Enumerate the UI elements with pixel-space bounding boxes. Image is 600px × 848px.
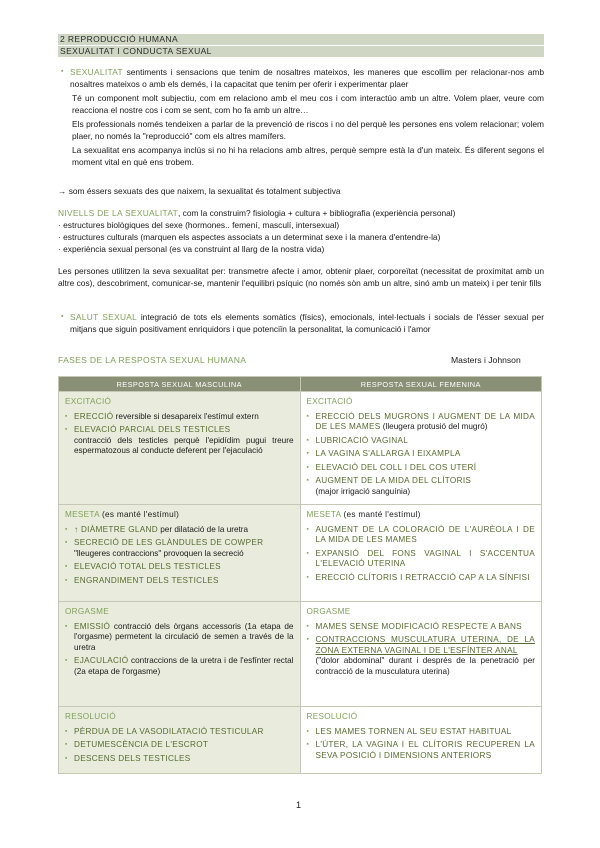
item-text: reversible si desapareix l'estímul extern	[113, 411, 259, 421]
item-text: contracció dels òrgans accessoris (1a etapa de l'orgasme) permetent la circulació de semen a través de la uretra	[74, 621, 294, 652]
sexualitat-paragraph: Els professionals només tendeixen a parlar de la prevenció de riscos i no del perquè les persones ens volem relacionar; volem plaer, no només la "reproducció" com els altres mamífers.	[72, 119, 544, 141]
section-header: SEXUALITAT I CONDUCTA SEXUAL	[58, 46, 544, 57]
phase-title	[307, 510, 536, 521]
phase-item: ▪ ELEVACIÓ TOTAL DELS TESTICLES	[65, 562, 294, 573]
page-number: 1	[296, 800, 302, 810]
nivells-item: · experiència sexual personal (es va construint al llarg de la nostra vida)	[58, 244, 325, 254]
nivells-block	[58, 207, 544, 255]
sexualitat-paragraph: Té un component molt subjectiu, com em relaciono amb el meu cos i com interactúo amb un altre. Volem plaer, veure com reacciona el nostre cos i com se sent, com ho fa amb un altre…	[72, 93, 544, 115]
phase-item: ▪ LUBRICACIÓ VAGINAL	[307, 436, 536, 447]
phase-item: ▪ DESCENS DELS TESTICLES	[65, 754, 294, 765]
phase-item	[65, 412, 294, 423]
phase-item: ▪ PÈRDUA DE LA VASODILATACIÓ TESTICULAR	[65, 727, 294, 738]
phase-title: RESOLUCIÓ	[306, 712, 358, 721]
chapter-header: 2 REPRODUCCIÓ HUMANA	[58, 34, 544, 45]
item-term: EJACULACIÓ	[74, 656, 129, 665]
phase-title: RESOLUCIÓ	[65, 712, 116, 721]
phase-item	[65, 656, 294, 677]
nivells-title-rest: , com la construim? fisiologia + cultura + bibliografia (experiència personal)	[178, 208, 456, 218]
sexualitat-term: SEXUALITAT	[70, 67, 123, 77]
phase-item: ▪ L'ÚTER, LA VAGINA I EL CLÍTORIS RECUPEREN LA SEVA POSICIÓ I DIMENSIONS ANTERIORS	[307, 740, 536, 761]
nivells-title: NIVELLS DE LA SEXUALITAT	[58, 208, 178, 218]
item-term: ERECCIÓ DELS MUGRONS I AUGMENT DE LA MIDA DE LES MAMES	[315, 411, 535, 431]
phase-item: ▪ LES MAMES TORNEN AL SEU ESTAT HABITUAL	[307, 727, 536, 738]
phase-title-note: (es manté l'estímul)	[99, 510, 180, 519]
phase-cell-female	[300, 392, 542, 505]
sexualitat-text: sentiments i sensacions que tenim de nosaltres mateixos, les maneres que escollim per relacionar-nos amb nosaltres mateixos o amb els demés, i la capacitat que tenim per oferir i experimentar plaer	[70, 67, 545, 89]
phase-item	[65, 622, 294, 654]
phases-table	[58, 376, 542, 774]
phase-title	[65, 510, 294, 521]
phase-title: EXCITACIÓ	[306, 397, 353, 406]
phase-item: ▪ ENGRANDIMENT DELS TESTICLES	[65, 576, 294, 587]
item-term: ▪ SECRECIÓ DE LES GLÀNDULES DE COWPER	[74, 538, 264, 547]
phase-item: ▪ DETUMESCÈNCIA DE L'ESCROT	[65, 740, 294, 751]
phase-item: ▪ ELEVACIÓ DEL COLL I DEL COS UTERÍ	[307, 463, 536, 474]
phase-cell-male	[59, 707, 301, 774]
fases-author: Masters i Johnson	[451, 355, 521, 365]
item-term: EMISSIÓ	[74, 621, 111, 631]
phase-title: ORGASME	[306, 607, 351, 616]
phase-cell-female	[300, 505, 542, 602]
phase-item	[307, 476, 536, 497]
column-header-female: RESPOSTA SEXUAL FEMENINA	[300, 377, 542, 392]
item-text: ("dolor abdominal" durant i després de la penetració per contracció de la musculatura uterina)	[315, 656, 535, 676]
salut-definition	[58, 311, 544, 335]
phase-item: ▪ AUGMENT DE LA COLORACIÓ DE L'AURÈOLA I DE LA MIDA DE LES MAMES	[307, 525, 536, 546]
phase-row-excitacio	[59, 392, 542, 505]
phase-item	[307, 412, 536, 433]
item-term: ▪ CONTRACCIONS MUSCULATURA UTERINA, DE LA ZONA EXTERNA VAGINAL I DE L'ESFÍNTER ANAL	[315, 635, 535, 655]
phase-row-resolucio	[59, 707, 542, 774]
item-term: ERECCIÓ	[74, 411, 114, 421]
phase-item	[307, 635, 536, 677]
column-header-male: RESPOSTA SEXUAL MASCULINA	[59, 377, 301, 392]
salut-block	[58, 311, 544, 335]
sexualitat-definition	[58, 66, 544, 90]
phase-item	[65, 525, 294, 536]
item-text: per dilatació de la uretra	[157, 524, 249, 534]
phase-item: ▪ EXPANSIÓ DEL FONS VAGINAL I S'ACCENTUA L'ELEVACIÓ UTERINA	[307, 549, 536, 570]
phase-cell-male	[59, 392, 301, 505]
phase-cell-female	[300, 707, 542, 774]
phase-title: EXCITACIÓ	[65, 397, 112, 406]
sexualitat-paragraph: La sexualitat ens acompanya inclús si no hi ha relacions amb altres, perquè sempre està la d'un mateix. És diferent segons el moment vital en què ens trobem.	[72, 145, 544, 167]
phase-row-meseta	[59, 505, 542, 602]
item-term: ▪ ELEVACIÓ PARCIAL DELS TESTICLES	[74, 425, 231, 434]
phase-item: ▪ ERECCIÓ CLÍTORIS I RETRACCIÓ CAP A LA SÍNFISI	[307, 573, 536, 584]
phase-title-term: MESETA	[65, 510, 100, 519]
item-term: ↑ DIÀMETRE GLAND	[74, 524, 158, 534]
phase-title: ORGASME	[65, 607, 109, 616]
phase-cell-male	[59, 505, 301, 602]
item-text: contraccions de la uretra i de l'esfínter rectal (2a etapa de l'orgasme)	[74, 656, 294, 676]
item-text: contracció dels testicles perquè l'epidídim pugui treure espermatozous al conducte deferent per l'ejaculació	[74, 435, 294, 455]
phase-item	[65, 425, 294, 457]
item-text: (major irrigació sanguínia)	[315, 486, 411, 496]
nivells-item: · estructures biològiques del sexe (hormones.. femení, masculí, intersexual)	[58, 220, 340, 230]
arrow-line: → som éssers sexuats des que naixem, la sexualitat és totalment subjectiva	[58, 186, 341, 196]
persones-paragraph: Les persones utilitzen la seva sexualitat per: transmetre afecte i amor, obtenir plaer, corporeïtat (necessitat de proximitat amb un altre cos), descobriment, comunicar-se, mantenir l'equilibri psíquic (no només sòn amb un altre, sinó amb un mateix) i per tenir fills	[58, 266, 544, 288]
sexualitat-block	[58, 66, 544, 168]
salut-term: SALUT SEXUAL	[70, 312, 138, 322]
phase-item: ▪ LA VAGINA S'ALLARGA I EIXAMPLA	[307, 449, 536, 460]
phase-row-orgasme	[59, 602, 542, 707]
phase-item	[65, 538, 294, 559]
item-text: (lleugera protusió del mugró)	[380, 422, 488, 431]
nivells-item: · estructures culturals (marquen els aspectes associats a un determinat sexe i la manera d'entendre-la)	[58, 232, 441, 242]
fases-title: FASES DE LA RESPOSTA SEXUAL HUMANA	[58, 355, 247, 365]
phase-title-note: (es manté l'estímul)	[340, 510, 421, 519]
item-term: ▪ AUGMENT DE LA MIDA DEL CLÍTORIS	[315, 476, 472, 485]
phase-cell-male	[59, 602, 301, 707]
salut-text: integració de tots els elements somàtics (físics), emocionals, intel·lectuals i socials de l'ésser sexual per mitjans que siguin positivament enriquidors i que potenciïn la personalitat, la comunicació i l'amor	[70, 312, 545, 334]
phase-item: ▪ MAMES SENSE MODIFICACIÓ RESPECTE A BANS	[307, 622, 536, 633]
item-text: "lleugeres contraccions" provoquen la secreció	[74, 548, 244, 558]
phase-title-term: MESETA	[306, 510, 341, 519]
phase-cell-female	[300, 602, 542, 707]
nivells-heading	[58, 207, 544, 219]
